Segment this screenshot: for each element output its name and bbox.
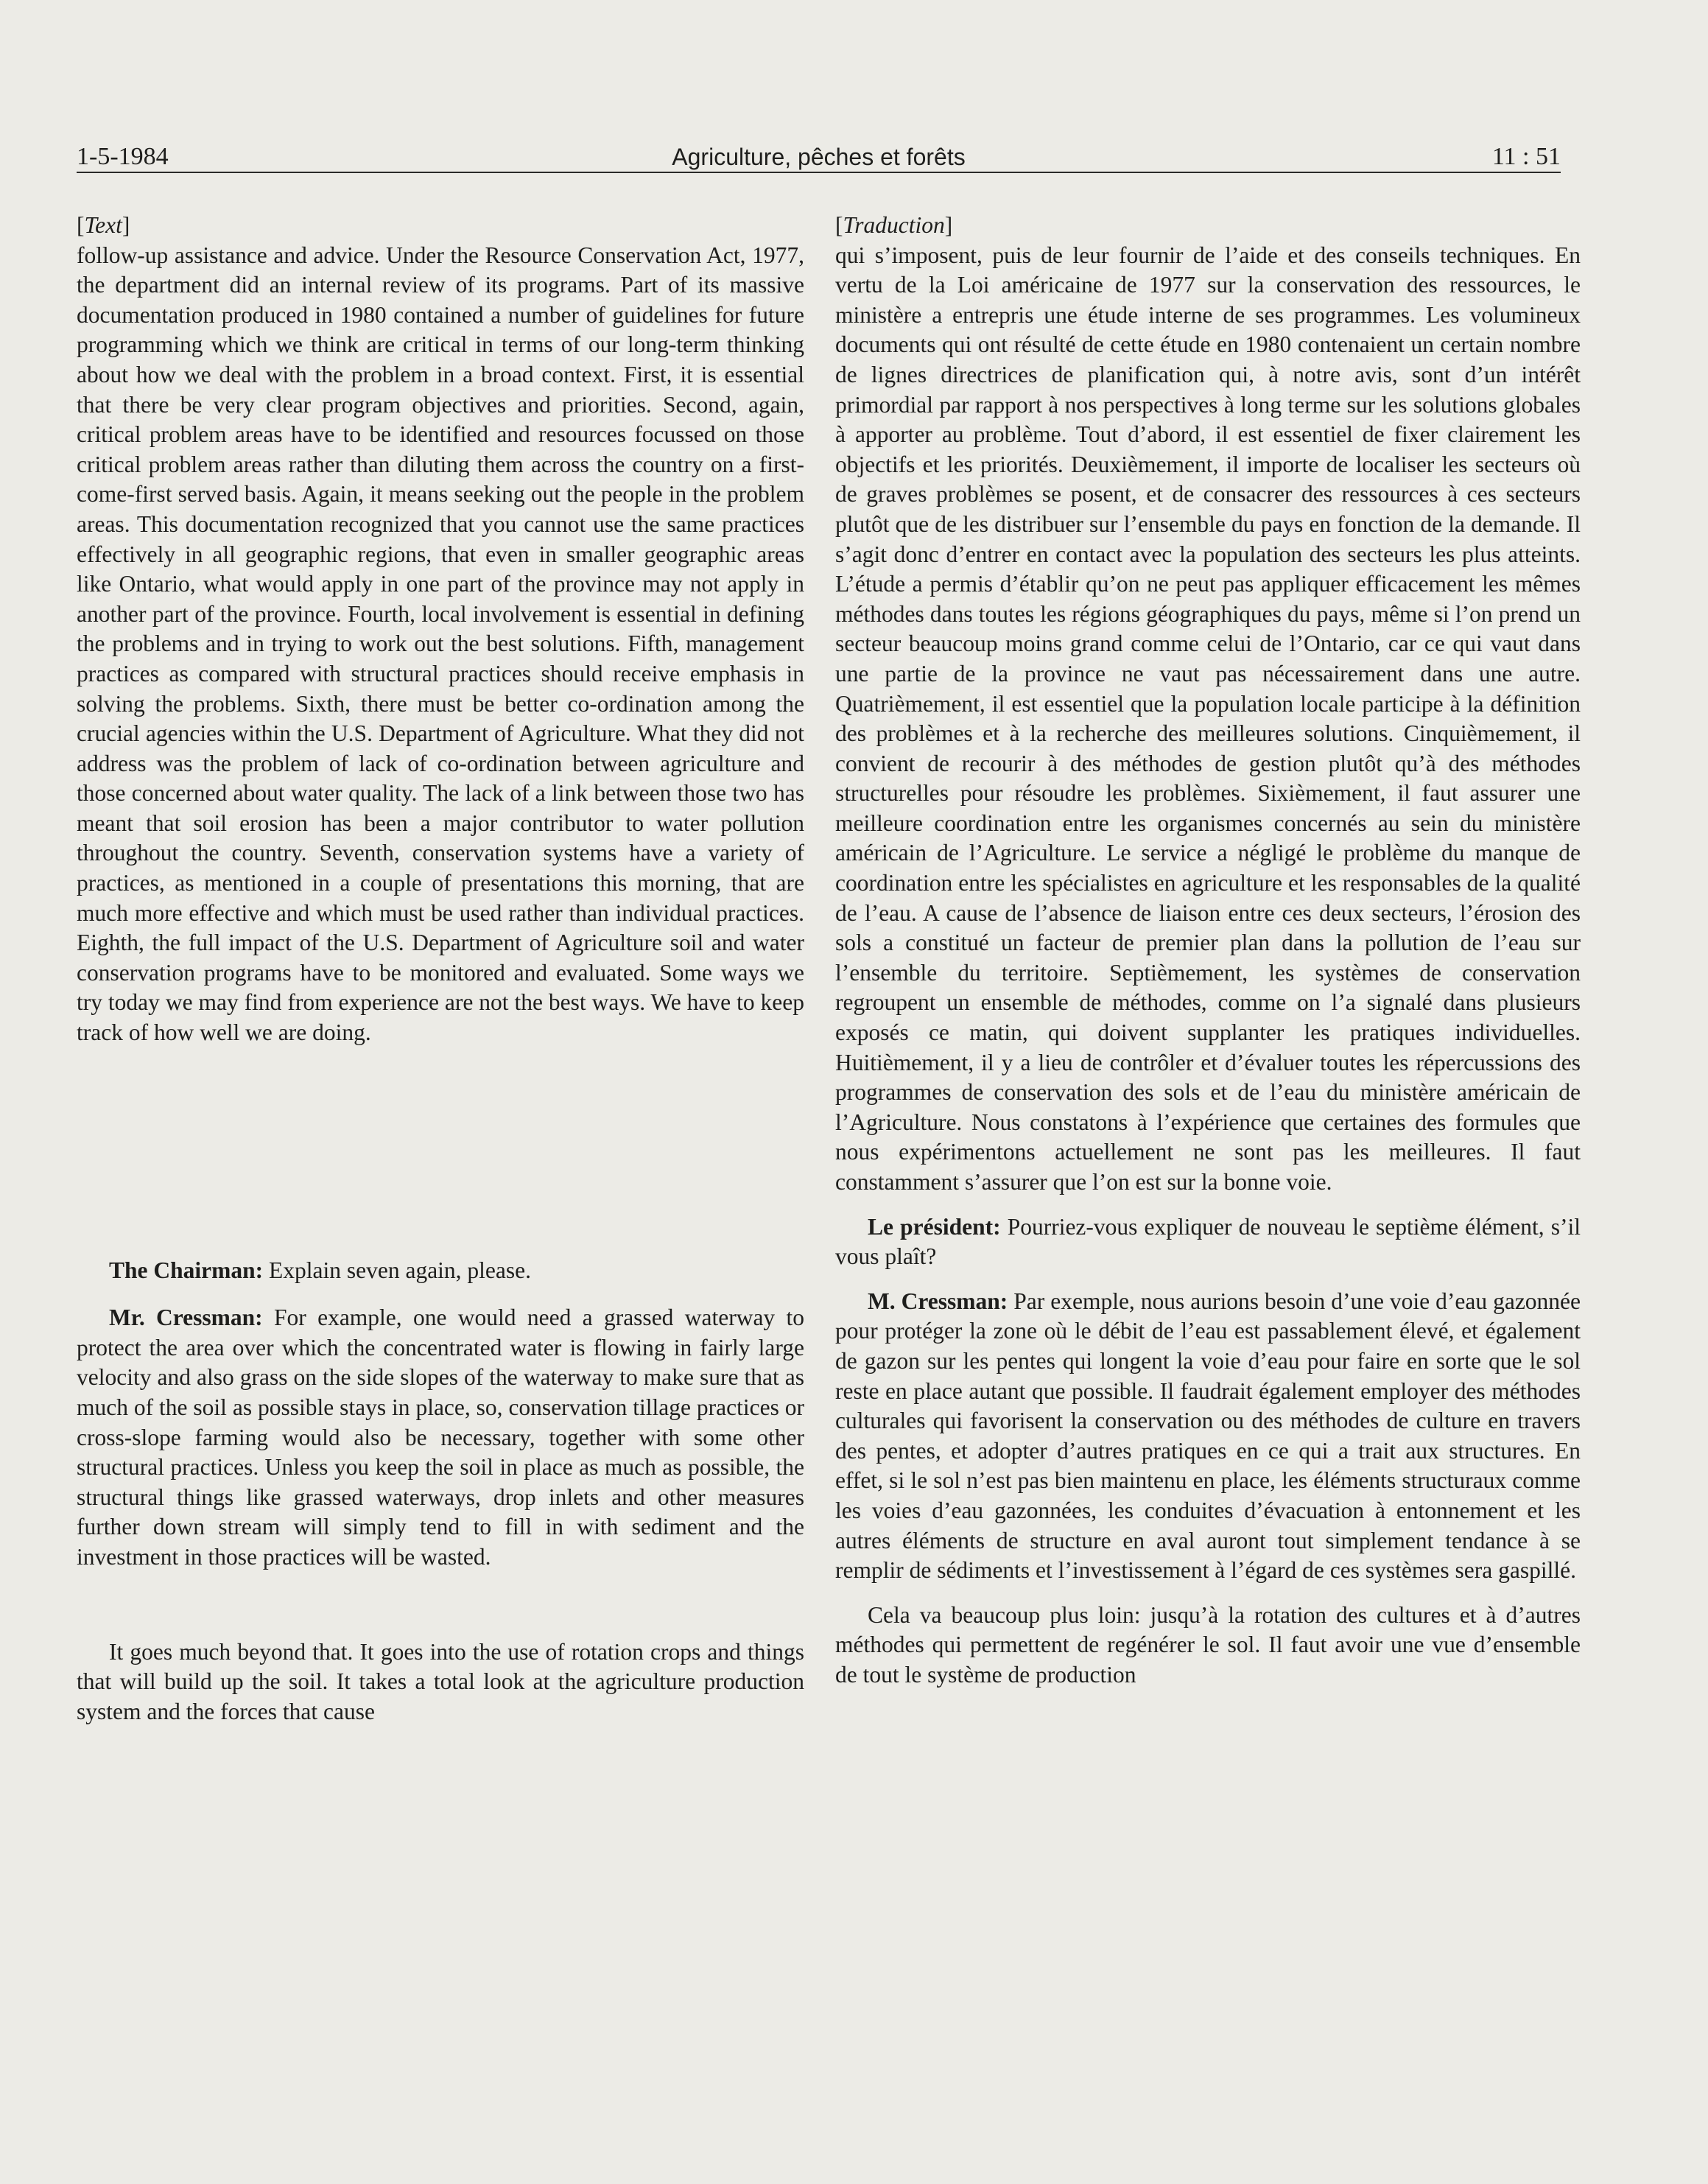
right-section-label: [Traduction] xyxy=(835,212,953,238)
header-rule xyxy=(77,172,1561,173)
right-cressman-paragraph: M. Cressman: Par exemple, nous aurions besoin d’une voie d’eau gazonnée pour protéger la zone où le débit de l’eau est passablement élevé, et également de gazon sur les pentes qui longent la voie d’eau pour faire en sorte que le sol reste en place autant que possible. Il faudrait également employer des méthodes culturales qui favorisent la conservation ou des méthodes de culture en travers des pentes, et adopter d’autres pratiques en ce qui a trait aux structures. En effet, si le sol n’est pas bien maintenu en place, les éléments structuraux comme les voies d’eau gazonnées, les conduites d’évacuation à entonnement et les autres éléments de structure en aval auront tout simplement tendance à se remplir de sédiments et l’investissement à l’égard de ces systèmes sera gaspillé. xyxy=(835,1288,1581,1584)
right-president-paragraph: Le président: Pourriez-vous expliquer de nouveau le septième élément, s’il vous plaît? xyxy=(835,1213,1581,1270)
left-section-label: [Text] xyxy=(77,212,130,238)
header-date: 1-5-1984 xyxy=(77,143,169,170)
left-paragraph-1: follow-up assistance and advice. Under the Resource Conservation Act, 1977, the department did an internal review of its programs. Part of its massive documentation produced in 1980 contained a number of guidelines for future programming which we think are critical in terms of our long-term thinking about how we deal with the problem in a broad context. First, it is essential that there be very clear program objectives and priorities. Second, again, critical problem areas have to be identified and resources focussed on those critical problem areas rather than diluting them across the country on a first-come-first served basis. Again, it means seeking out the people in the problem areas. This documentation recognized that you cannot use the same practices effectively in all geographic regions, that even in smaller geographic areas like Ontario, what would apply in one part of the province may not apply in another part of the province. Fourth, local involvement is essential in defining the problems and in trying to work out the best solutions. Fifth, management practices as compared with structural practices should receive emphasis in solving the problems. Sixth, there must be better co-ordination among the crucial agencies within the U.S. Department of Agriculture. What they did not address was the problem of lack of co-ordination between agriculture and those concerned about water quality. The lack of a link between those two has meant that soil erosion has been a major contributor to water pollution throughout the country. Seventh, conservation systems have a variety of practices, as mentioned in a couple of presentations this morning, that are much more effective and which must be used rather than individual practices. Eighth, the full impact of the U.S. Department of Agriculture soil and water conservation programs have to be monitored and evaluated. Some ways we try today we may find from experience are not the best ways. We have to keep track of how well we are doing. xyxy=(77,242,804,1046)
speaker-president: Le président: xyxy=(868,1213,1001,1240)
left-cressman-paragraph: Mr. Cressman: For example, one would need a grassed waterway to protect the area over which the concentrated water is flowing in fairly large velocity and also grass on the side slopes of the waterway to make sure that as much of the soil as possible stays in place, so, conservation tillage practices or cross-slope farming would also be necessary, together with some other structural practices. Unless you keep the soil in place as much as possible, the structural things like grassed waterways, drop inlets and other measures further down stream will simply tend to fill in with sediment and the investment in those practices will be wasted. xyxy=(77,1305,804,1570)
right-paragraph-1: qui s’imposent, puis de leur fournir de l’aide et des conseils techniques. En vertu de la Loi américaine de 1977 sur la conservation des ressources, le ministère a entrepris une étude interne de ses programmes. Les volumineux documents qui ont résulté de cette étude en 1980 contenaient un certain nombre de lignes directrices de planification qui, à notre avis, sont d’un intérêt primordial par rapport à nos perspectives à long terme sur les solutions globales à apporter au problème. Tout d’abord, il est essentiel de fixer clairement les objectifs et les priorités. Deuxièmement, il importe de localiser les secteurs où de graves problèmes se posent, et de consacrer des ressources à ces secteurs plutôt que de les distribuer sur l’ensemble du pays en fonction de la demande. Il s’agit donc d’entrer en contact avec la population des secteurs les plus atteints. L’étude a permis d’établir qu’on ne peut pas appliquer efficacement les mêmes méthodes dans toutes les régions géographiques du pays, même si l’on prend un secteur beaucoup moins grand comme celui de l’Ontario, car ce qui vaut dans une partie de la province ne vaut pas nécessairement dans une autre. Quatrièmement, il est essentiel que la population locale participe à la définition des problèmes et à la recherche des meilleures solutions. Cinquièmement, il convient de recourir à des méthodes de gestion plutôt qu’à des méthodes structurelles pour résoudre les problèmes. Sixièmement, il faut assurer une meilleure coordination entre les organismes concernés au sein du ministère américain de l’Agriculture. Le service a négligé le problème du manque de coordination entre les spécialistes en agriculture et les responsables de la qualité de l’eau. A cause de l’absence de liaison entre ces deux secteurs, l’érosion des sols a constitué un facteur de premier plan dans la pollution de l’eau sur l’ensemble du territoire. Septièmement, les systèmes de conservation regroupent un ensemble de méthodes, comme on l’a signalé dans plusieurs exposés ce matin, qui doivent supplanter les pratiques individuelles. Huitièmement, il y a lieu de contrôler et d’évaluer toutes les répercussions des programmes de conservation des sols et de l’eau du ministère américain de l’Agriculture. Nous constatons à l’expérience que certaines des formules que nous expérimentons actuellement ne sont pas les meilleures. Il faut constamment s’assurer que l’on est sur la bonne voie. xyxy=(835,242,1581,1195)
speaker-chairman: The Chairman: xyxy=(109,1257,264,1283)
left-column-english xyxy=(77,211,804,1727)
right-column-french xyxy=(835,211,1581,1690)
left-spacer xyxy=(77,1048,804,1256)
right-last-paragraph: Cela va beaucoup plus loin: jusqu’à la rotation des cultures et à d’autres méthodes qui permettent de regénérer le sol. Il faut avoir une vue d’ensemble de tout le système de production xyxy=(835,1601,1581,1688)
page-header xyxy=(77,140,1561,174)
left-last-paragraph: It goes much beyond that. It goes into the use of rotation crops and things that will build up the soil. It takes a total look at the agriculture production system and the forces that cause xyxy=(77,1638,804,1724)
header-page-number: 11 : 51 xyxy=(1491,143,1561,170)
left-chairman-paragraph: The Chairman: Explain seven again, please. xyxy=(109,1257,532,1283)
speaker-cressman: Mr. Cressman: xyxy=(109,1305,263,1331)
header-title: Agriculture, pêches et forêts xyxy=(672,144,966,170)
speaker-cressman-fr: M. Cressman: xyxy=(868,1288,1008,1314)
